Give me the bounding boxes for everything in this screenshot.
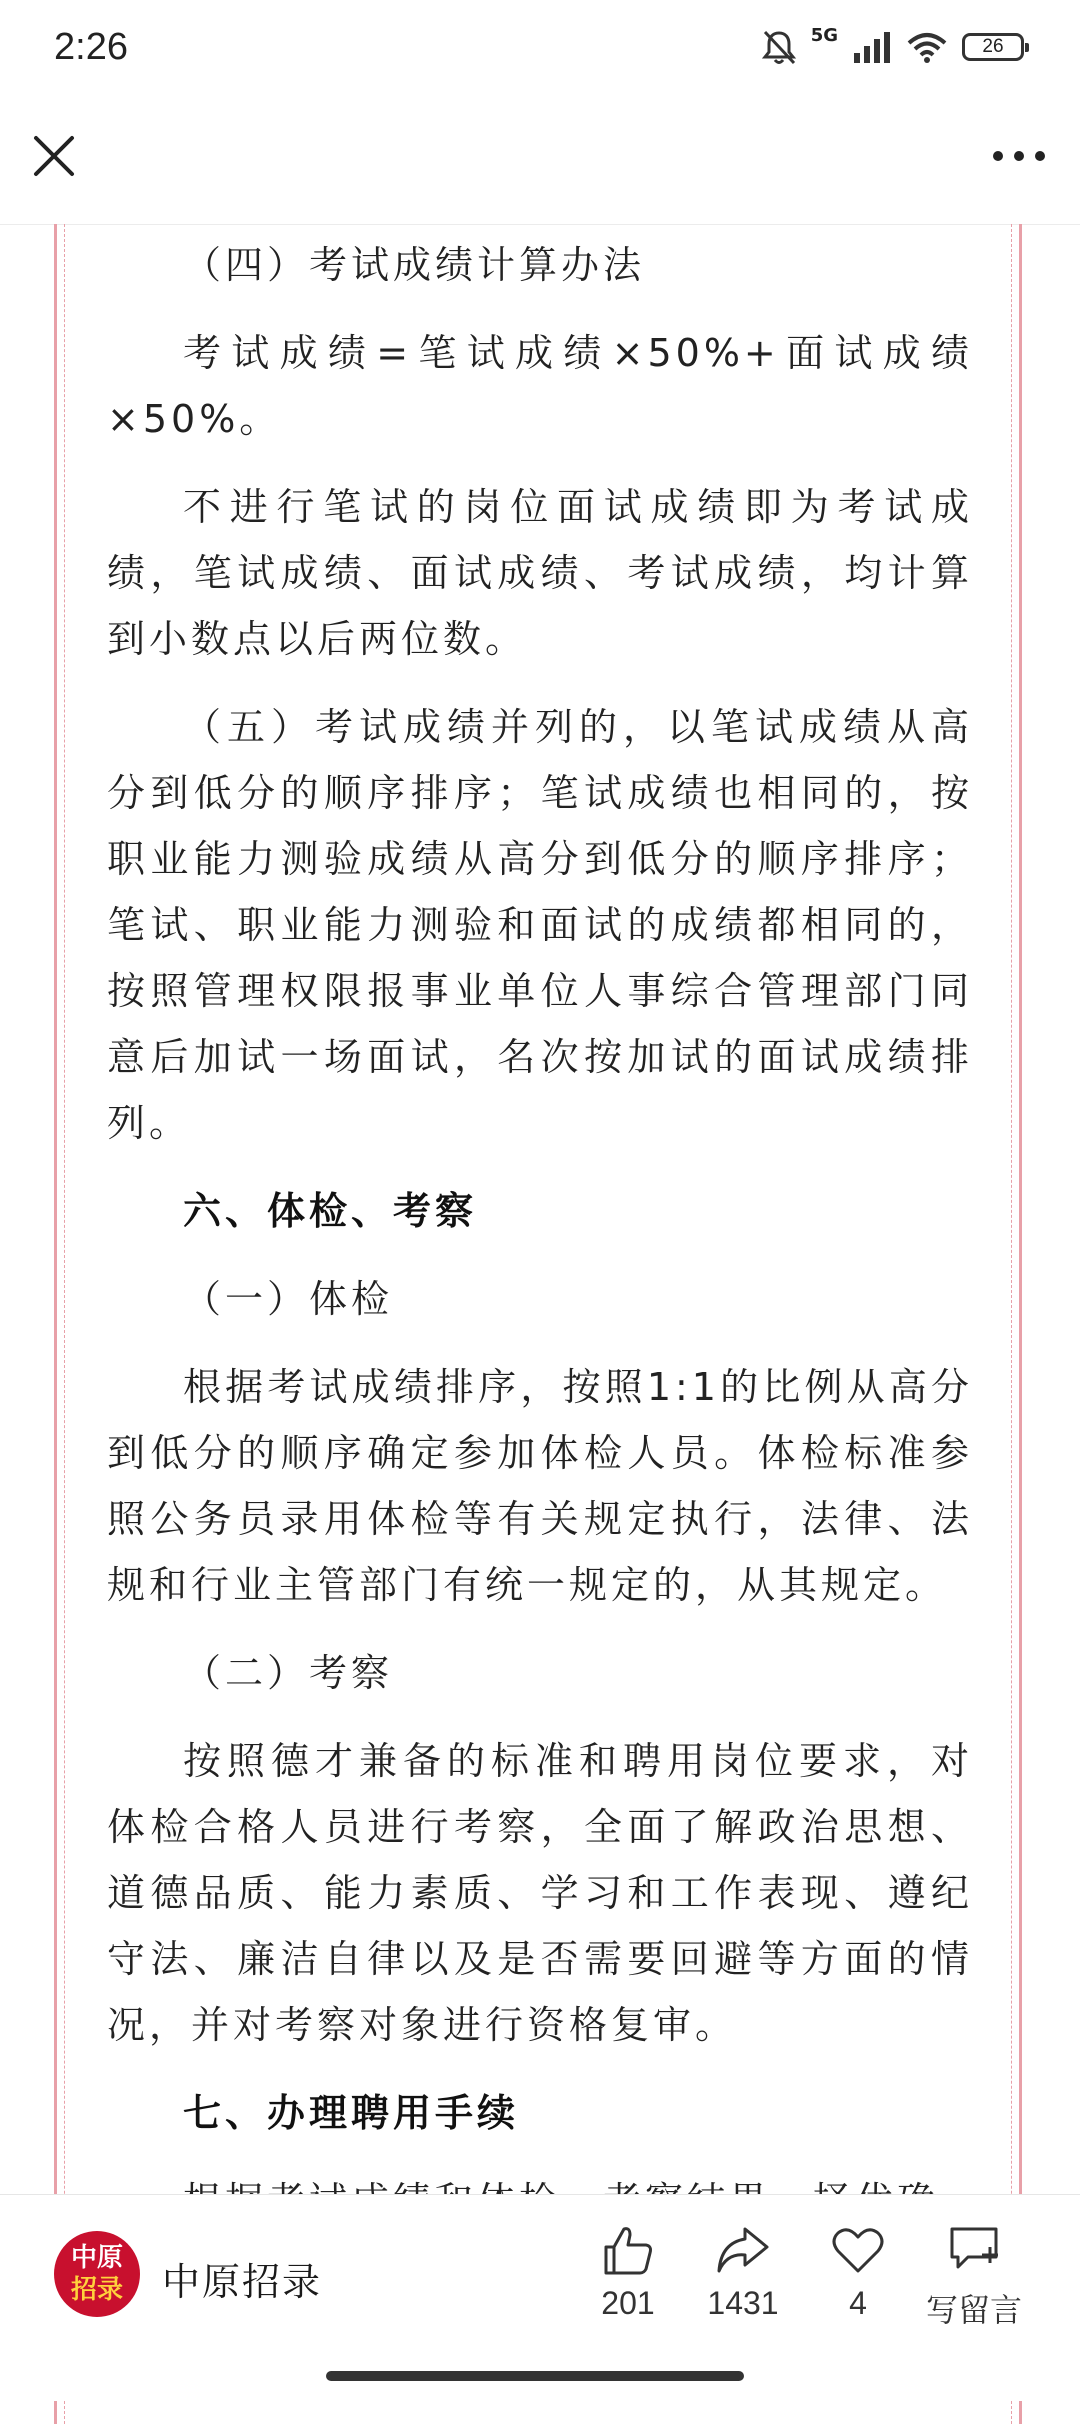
article-body bbox=[107, 224, 973, 2234]
status-time: 2:26 bbox=[54, 26, 128, 68]
article-paragraph: （四）考试成绩计算办法 bbox=[183, 243, 646, 287]
comment-add-icon bbox=[946, 2223, 1002, 2277]
home-indicator[interactable] bbox=[326, 2371, 744, 2381]
write-comment-label: 写留言 bbox=[925, 2292, 1022, 2328]
network-type: 5G bbox=[810, 24, 838, 46]
article-content[interactable] bbox=[0, 224, 1080, 2194]
write-comment-button[interactable] bbox=[914, 2223, 1034, 2331]
article-paragraph: 按照德才兼备的标准和聘用岗位要求，对体检合格人员进行考察，全面了解政治思想、道德品质、能力素质、学习和工作表现、遵纪守法、廉洁自律以及是否需要回避等方面的情况，并对考察对象进行资格复审。 bbox=[107, 1739, 973, 2047]
share-icon bbox=[715, 2223, 771, 2277]
status-icons bbox=[761, 24, 1024, 66]
account-avatar[interactable] bbox=[54, 2231, 140, 2317]
status-bar bbox=[0, 0, 1080, 100]
article-paragraph: （五）考试成绩并列的，以笔试成绩从高分到低分的顺序排序；笔试成绩也相同的，按职业能力测验成绩从高分到低分的顺序排序；笔试、职业能力测验和面试的成绩都相同的，按照管理权限报事业单位人事综合管理部门同意后加试一场面试，名次按加试的面试成绩排列。 bbox=[107, 705, 973, 1145]
thumbs-up-icon bbox=[600, 2223, 656, 2277]
heart-icon bbox=[830, 2223, 886, 2277]
article-paragraph: 不进行笔试的岗位面试成绩即为考试成绩，笔试成绩、面试成绩、考试成绩，均计算到小数点以后两位数。 bbox=[107, 485, 973, 661]
favorite-count: 4 bbox=[849, 2285, 867, 2321]
section-heading: 六、体检、考察 bbox=[183, 1189, 478, 1233]
signal-icon bbox=[852, 31, 892, 63]
wifi-icon bbox=[906, 31, 948, 63]
article-paragraph: （二）考察 bbox=[183, 1651, 394, 1695]
article-paragraph: 考试成绩=笔试成绩×50%+面试成绩×50%。 bbox=[107, 331, 973, 441]
nav-bar bbox=[0, 100, 1080, 225]
bottom-action-bar bbox=[0, 2194, 1080, 2401]
article-paragraph: 根据考试成绩排序，按照1:1的比例从高分到低分的顺序确定参加体检人员。体检标准参照公务员录用体检等有关规定执行，法律、法规和行业主管部门有统一规定的，从其规定。 bbox=[107, 1365, 973, 1607]
share-button[interactable] bbox=[683, 2223, 803, 2322]
account-logo-top: 中原 bbox=[70, 2243, 123, 2273]
share-count: 1431 bbox=[707, 2285, 779, 2321]
article-paragraph: （一）体检 bbox=[183, 1277, 394, 1321]
favorite-button[interactable] bbox=[798, 2223, 918, 2322]
bell-muted-icon bbox=[761, 28, 797, 66]
battery-level: 26 bbox=[982, 36, 1004, 57]
like-count: 201 bbox=[601, 2285, 655, 2321]
more-horizontal-icon[interactable] bbox=[992, 144, 1046, 168]
account-logo-bottom: 招录 bbox=[70, 2275, 123, 2305]
battery-indicator bbox=[962, 33, 1024, 61]
close-icon[interactable] bbox=[30, 132, 78, 180]
account-name[interactable]: 中原招录 bbox=[162, 2260, 323, 2304]
section-heading: 七、办理聘用手续 bbox=[183, 2091, 520, 2135]
like-button[interactable] bbox=[568, 2223, 688, 2322]
